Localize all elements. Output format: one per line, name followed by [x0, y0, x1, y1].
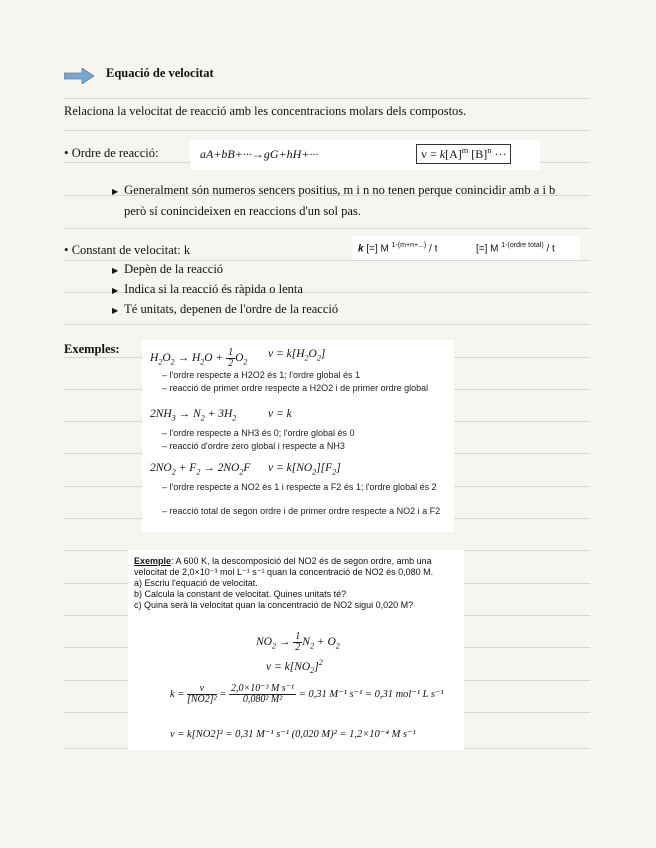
example-2-rate: v = k	[268, 408, 292, 420]
example-2-equation: $2NH_3 \to N_2 + 3H_2$	[150, 408, 237, 423]
rate-calculation: v = k[NO2]² = 0,31 M⁻¹ s⁻¹ (0,020 M)² = 1,2×10⁻⁴ M s⁻¹	[170, 729, 416, 740]
exercise-part-b: b) Calcula la constant de velocitat. Quines unitats té?	[134, 589, 347, 599]
units-general: k [=] M $^{1-(m+n+...)}$ / t	[358, 242, 438, 255]
rate-constant-calculation: k = $\frac{v}{\text{[NO2]²}}$ = $\frac{\text{2,0×10⁻³ M s⁻¹}}{\text{0,080² M²}}$ = 0,31 M⁻¹ s⁻¹ = 0,31 mol⁻¹ L s⁻¹	[170, 683, 444, 705]
example-1-note-2: – reacció de primer ordre respecte a H2O2 i de primer ordre global	[162, 383, 429, 393]
examples-panel	[142, 340, 454, 532]
constant-note-1: ▶ Depèn de la reacció	[112, 262, 224, 276]
arrow-right-icon	[64, 68, 94, 84]
example-1-equation: $H_2O_2 \to H_2O$ + $\frac{1}{2}$ $O_2$	[150, 347, 248, 369]
example-3-equation: $2NO_2 + F_2 \to 2NO_2F$	[150, 462, 251, 477]
example-2-note-1: – l'ordre respecte a NH3 és 0; l'ordre global és 0	[162, 428, 355, 438]
exercise-rate-law: $v = k[NO_2]^2$	[266, 658, 323, 676]
examples-label: Exemples:	[64, 342, 120, 356]
order-label: • Ordre de reacció:	[64, 145, 159, 160]
order-note-2: però sí conincideixen en reaccions d'un sol pas.	[124, 204, 361, 218]
exercise-part-c: c) Quina serà la velocitat quan la concentració de NO2 sigui 0,020 M?	[134, 600, 414, 610]
intro-text: Relaciona la velocitat de reacció amb les concentracions molars dels compostos.	[64, 104, 467, 118]
example-2-note-2: – reacció d'ordre zero global i respecte a NH3	[162, 441, 345, 451]
exercise-panel	[128, 550, 464, 750]
rate-law: $v = k[A]^m$ $[B]^n$ ···	[416, 144, 511, 164]
reaction-equation: aA+bB+···→gG+hH+···	[200, 147, 319, 161]
units-panel	[352, 236, 580, 260]
example-3-rate: $v = k[NO_2][F_2]$	[268, 462, 341, 477]
constant-note-2: ▶ Indica si la reacció és ràpida o lenta	[112, 282, 303, 296]
example-3-note-1: – l'ordre respecte a NO2 és 1 i respecte a F2 és 1; l'ordre global és 2	[162, 482, 437, 492]
exercise-statement: Exemple: A 600 K, la descomposició del NO2 és de segon ordre, amb una velocitat de 2,0×10⁻³ mol L⁻¹ s⁻¹ quan la concentració de NO2 és 0,080 M.	[134, 556, 434, 577]
order-formula-panel	[190, 140, 540, 170]
example-1-note-1: – l'ordre respecte a H2O2 és 1; l'ordre global és 1	[162, 370, 361, 380]
example-3-note-2: – reacció total de segon ordre i de primer ordre respecte a NO2 i a F2	[162, 506, 441, 516]
order-note-1: ▶ Generalment són numeros sencers positius, m i n no tenen perque conincidir amb a i b	[112, 183, 556, 197]
constant-label: • Constant de velocitat: k	[64, 242, 191, 257]
decomposition-equation: $NO_2$ → $\frac{1}{2}$ $N_2 + O_2$	[256, 631, 340, 653]
section-title: Equació de velocitat	[106, 66, 214, 80]
units-total-order: [=] M $^{1-(ordre total)}$ / t	[476, 242, 555, 255]
example-1-rate: $v = k[H_2O_2]$	[268, 348, 326, 363]
constant-note-3: ▶ Té unitats, depenen de l'ordre de la reacció	[112, 302, 339, 316]
exercise-part-a: a) Escriu l'equació de velocitat.	[134, 578, 258, 588]
